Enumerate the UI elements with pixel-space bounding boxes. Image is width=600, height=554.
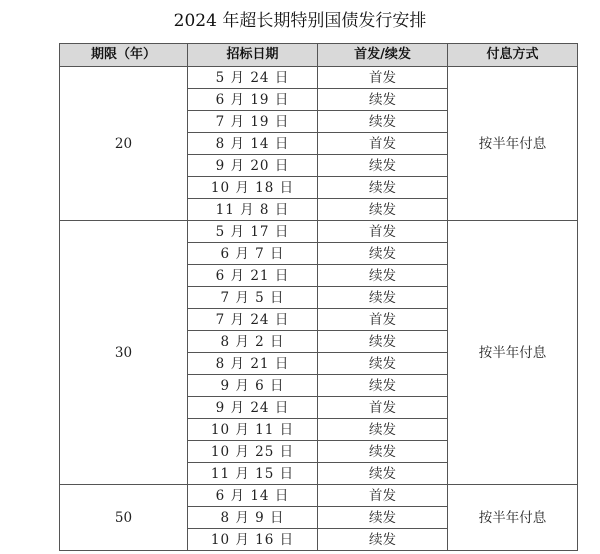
issue-type-cell: 续发	[318, 111, 448, 133]
auction-date-cell: 8 月 9 日	[188, 507, 318, 529]
auction-date-cell: 10 月 18 日	[188, 177, 318, 199]
bond-issuance-table	[59, 43, 578, 551]
issue-type-cell: 续发	[318, 419, 448, 441]
issue-type-cell: 续发	[318, 287, 448, 309]
issue-type-cell: 续发	[318, 155, 448, 177]
issue-type-cell: 首发	[318, 133, 448, 155]
header-auction-date: 招标日期	[188, 44, 318, 67]
auction-date-cell: 11 月 15 日	[188, 463, 318, 485]
issue-type-cell: 续发	[318, 375, 448, 397]
auction-date-cell: 5 月 17 日	[188, 221, 318, 243]
table-row	[60, 221, 578, 243]
interest-method-cell: 按半年付息	[448, 67, 578, 221]
auction-date-cell: 6 月 19 日	[188, 89, 318, 111]
table-header	[60, 44, 578, 67]
auction-date-cell: 6 月 7 日	[188, 243, 318, 265]
auction-date-cell: 9 月 20 日	[188, 155, 318, 177]
auction-date-cell: 10 月 11 日	[188, 419, 318, 441]
table-body	[60, 67, 578, 551]
auction-date-cell: 8 月 14 日	[188, 133, 318, 155]
auction-date-cell: 8 月 2 日	[188, 331, 318, 353]
issue-type-cell: 首发	[318, 67, 448, 89]
issue-type-cell: 首发	[318, 309, 448, 331]
term-cell: 30	[60, 221, 188, 485]
auction-date-cell: 9 月 24 日	[188, 397, 318, 419]
auction-date-cell: 7 月 19 日	[188, 111, 318, 133]
auction-date-cell: 7 月 24 日	[188, 309, 318, 331]
header-issue-type: 首发/续发	[318, 44, 448, 67]
auction-date-cell: 7 月 5 日	[188, 287, 318, 309]
issue-type-cell: 续发	[318, 353, 448, 375]
header-row	[60, 44, 578, 67]
issue-type-cell: 续发	[318, 177, 448, 199]
term-cell: 50	[60, 485, 188, 551]
auction-date-cell: 8 月 21 日	[188, 353, 318, 375]
issue-type-cell: 续发	[318, 265, 448, 287]
issue-type-cell: 首发	[318, 397, 448, 419]
header-interest-method: 付息方式	[448, 44, 578, 67]
issue-type-cell: 续发	[318, 529, 448, 551]
auction-date-cell: 10 月 25 日	[188, 441, 318, 463]
interest-method-cell: 按半年付息	[448, 485, 578, 551]
issue-type-cell: 续发	[318, 507, 448, 529]
table-row	[60, 67, 578, 89]
issue-type-cell: 首发	[318, 221, 448, 243]
auction-date-cell: 9 月 6 日	[188, 375, 318, 397]
term-cell: 20	[60, 67, 188, 221]
issue-type-cell: 续发	[318, 89, 448, 111]
auction-date-cell: 6 月 14 日	[188, 485, 318, 507]
document-title: 2024 年超长期特别国债发行安排	[173, 11, 427, 31]
auction-date-cell: 11 月 8 日	[188, 199, 318, 221]
issue-type-cell: 首发	[318, 485, 448, 507]
table-row	[60, 485, 578, 507]
issue-type-cell: 续发	[318, 463, 448, 485]
auction-date-cell: 5 月 24 日	[188, 67, 318, 89]
issue-type-cell: 续发	[318, 199, 448, 221]
auction-date-cell: 10 月 16 日	[188, 529, 318, 551]
header-term: 期限（年）	[60, 44, 188, 67]
auction-date-cell: 6 月 21 日	[188, 265, 318, 287]
interest-method-cell: 按半年付息	[448, 221, 578, 485]
issue-type-cell: 续发	[318, 243, 448, 265]
issue-type-cell: 续发	[318, 331, 448, 353]
issue-type-cell: 续发	[318, 441, 448, 463]
